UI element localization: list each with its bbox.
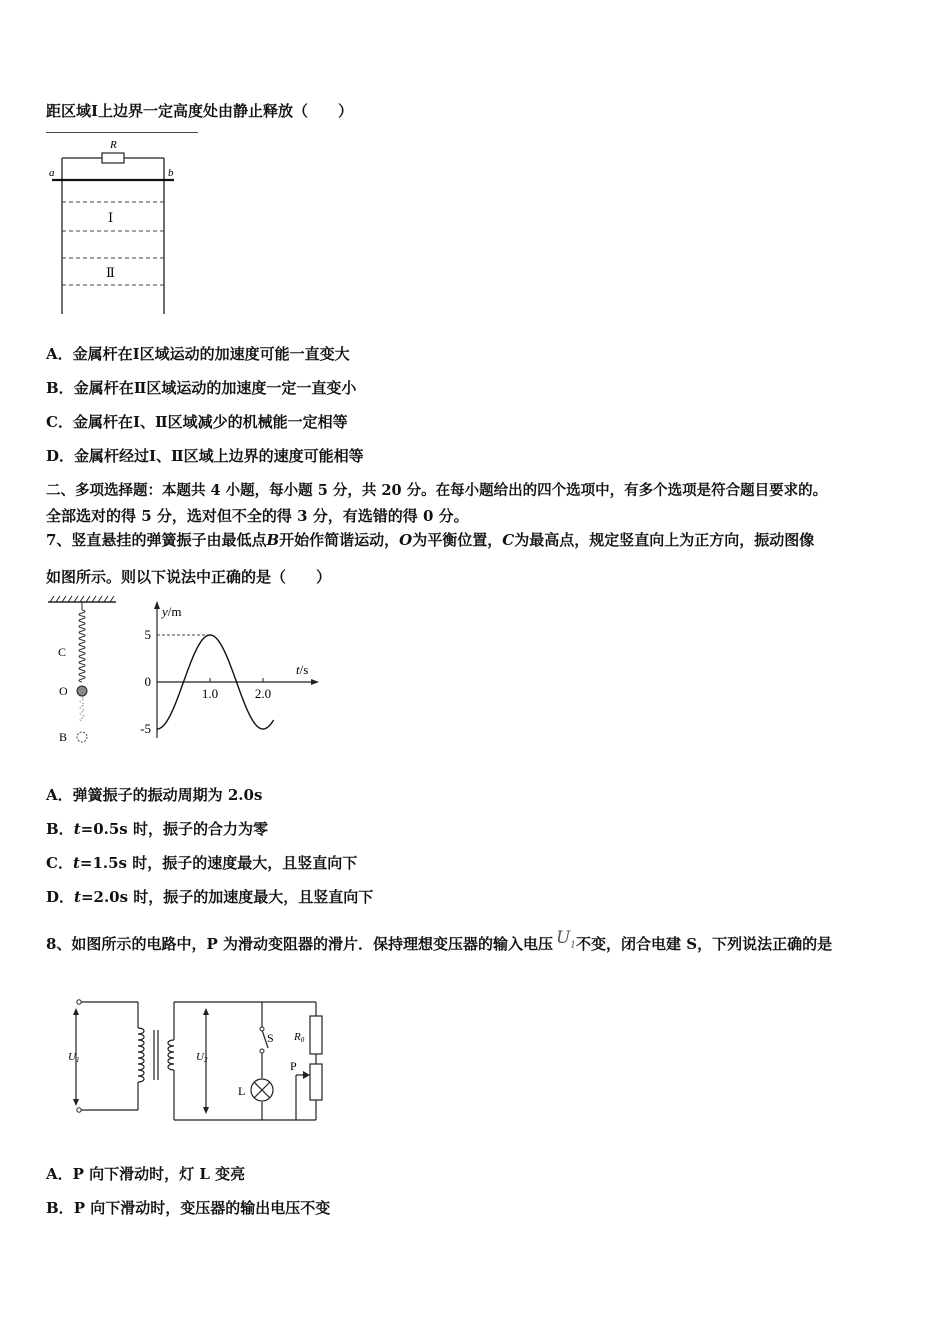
header-rule xyxy=(46,132,198,133)
circuit-r0-label: R0 xyxy=(294,1031,305,1044)
circuit-u1-label: U1 xyxy=(68,1051,80,1064)
circuit-p-label: P xyxy=(290,1059,297,1073)
terminal-bottom-icon xyxy=(77,1108,81,1112)
spring-icon xyxy=(79,610,85,682)
q7-option-b: B．t=0.5s 时，振子的合力为零 xyxy=(46,820,268,838)
q6-option-c: C．金属杆在Ⅰ、Ⅱ区域减少的机械能一定相等 xyxy=(46,413,348,431)
x-axis-label: t/s xyxy=(296,662,309,677)
switch-contact-icon xyxy=(260,1027,264,1031)
x-tick-label: 1.0 xyxy=(201,686,219,701)
q7-stem-2: 如图所示。则以下说法中正确的是（ ） xyxy=(46,568,332,586)
q6-rail-figure xyxy=(46,136,186,316)
x-tick-label: 2.0 xyxy=(254,686,272,701)
q8-u1-symbol: $U_1$ xyxy=(555,928,577,951)
q7-option-d: D．t=2.0s 时，振子的加速度最大，且竖直向下 xyxy=(46,888,374,906)
resistor-icon xyxy=(102,153,124,163)
x-axis-arrow-icon xyxy=(311,679,319,685)
section2-line2: 全部选对的得 5 分，选对但不全的得 3 分，有选错的得 0 分。 xyxy=(46,507,469,525)
oscillator-ball-icon xyxy=(77,686,87,696)
resistor-label: R xyxy=(110,139,117,151)
q6-stem-tail: 距区域Ⅰ上边界一定高度处由静止释放（ ） xyxy=(46,102,354,120)
y-axis-arrow-icon xyxy=(154,601,160,609)
q8-option-b: B．P 向下滑动时，变压器的输出电压不变 xyxy=(46,1199,331,1217)
region-1-label: Ⅰ xyxy=(108,210,114,225)
y-tick-label: 5 xyxy=(144,627,151,642)
spring-label-b: B xyxy=(59,730,68,744)
q6-option-b: B．金属杆在Ⅱ区域运动的加速度一定一直变小 xyxy=(46,379,357,397)
spring-label-c: C xyxy=(58,645,67,659)
spring-oscillator-figure xyxy=(46,594,126,754)
q6-option-a: A．金属杆在Ⅰ区域运动的加速度可能一直变大 xyxy=(46,345,350,363)
q6-option-d: D．金属杆经过Ⅰ、Ⅱ区域上边界的速度可能相等 xyxy=(46,447,364,465)
circuit-l-label: L xyxy=(238,1084,246,1098)
slider-p-icon xyxy=(303,1071,310,1079)
q7-option-c: C．t=1.5s 时，振子的速度最大，且竖直向下 xyxy=(46,854,358,872)
y-tick-label: 0 xyxy=(144,674,151,689)
q7-stem: 7、竖直悬挂的弹簧振子由最低点B开始作简谐运动，O为平衡位置，C为最高点，规定竖直向上为正方向，振动图像 xyxy=(46,531,815,549)
vibration-graph xyxy=(130,598,325,748)
rail-right-label: b xyxy=(168,167,174,179)
circuit-u2-label: U2 xyxy=(196,1051,208,1064)
terminal-top-icon xyxy=(77,1000,81,1004)
region-2-label: Ⅱ xyxy=(106,265,115,280)
q7-option-a: A．弹簧振子的振动周期为 2.0s xyxy=(46,786,263,804)
section2-line1: 二、多项选择题：本题共 4 小题，每小题 5 分，共 20 分。在每小题给出的四个选项中，有多个选项是符合题目要求的。 xyxy=(46,482,828,499)
q8-stem: 8、如图所示的电路中，P 为滑动变阻器的滑片．保持理想变压器的输入电压 $U_1$不变，闭合电建 S，下列说法正确的是 xyxy=(46,928,833,953)
r0-resistor-icon xyxy=(310,1016,322,1054)
y-axis-label: y/m xyxy=(162,604,182,619)
rail-left-label: a xyxy=(49,167,55,179)
spring-label-o: O xyxy=(59,684,68,698)
transformer-circuit-figure xyxy=(66,990,338,1124)
rheostat-icon xyxy=(310,1064,322,1100)
circuit-s-label: S xyxy=(267,1031,274,1045)
y-tick-label: -5 xyxy=(140,721,151,736)
q8-option-a: A．P 向下滑动时，灯 L 变亮 xyxy=(46,1165,246,1183)
lowest-position-icon xyxy=(77,732,87,742)
